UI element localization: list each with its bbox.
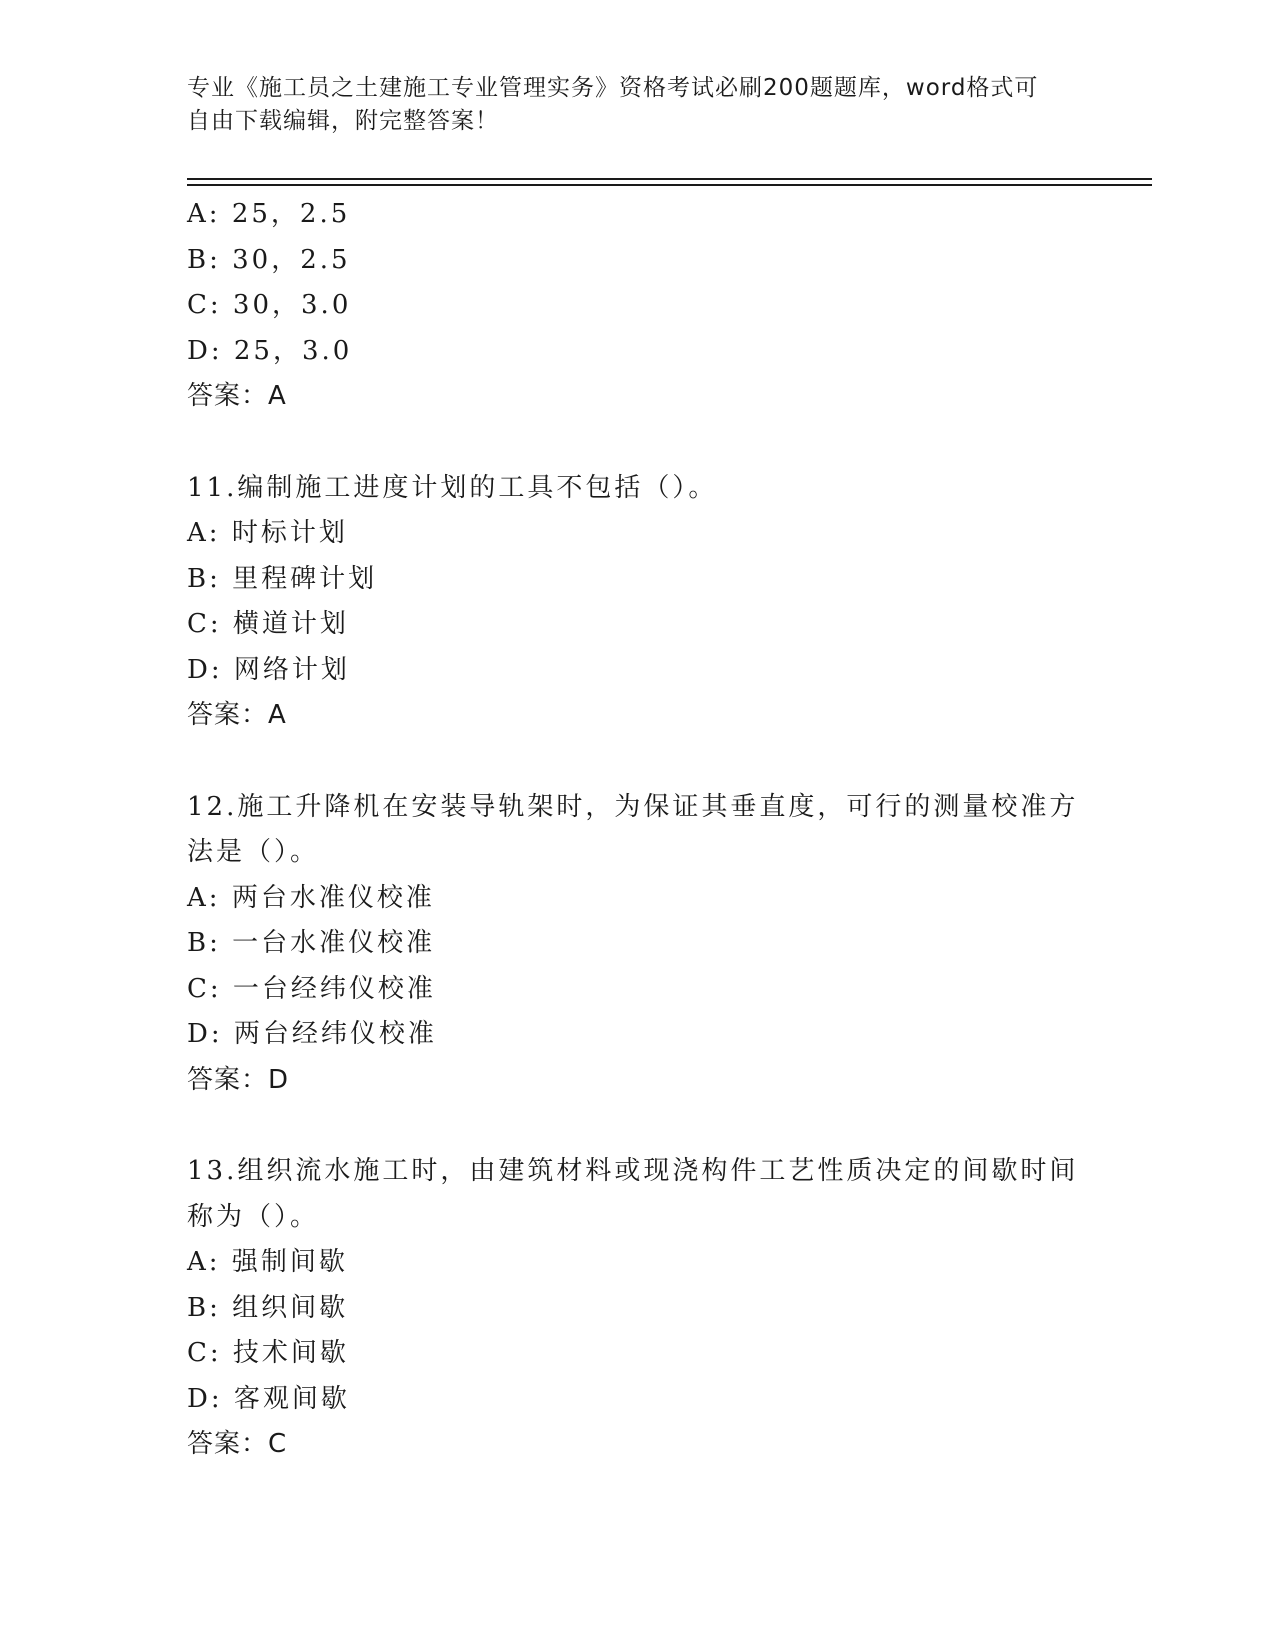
question-stem-line-2: 法是（）。 — [187, 837, 320, 867]
option-c: C: 一台经纬仪校准 — [187, 973, 436, 1004]
answer-line: 答案：A — [187, 381, 287, 411]
question-block-13 — [187, 1149, 1087, 1468]
header-title-line-2: 自由下载编辑，附完整答案！ — [187, 108, 499, 134]
option-d: D: 网络计划 — [187, 654, 350, 685]
question-stem: 11.编制施工进度计划的工具不包括（）。 — [187, 472, 718, 503]
header-rule-bottom — [187, 184, 1152, 186]
header-rule-top — [187, 178, 1152, 180]
option-b: B: 组织间歇 — [187, 1292, 349, 1323]
option-b: B: 30，2.5 — [187, 244, 351, 275]
question-stem-line-1: 12.施工升降机在安装导轨架时，为保证其垂直度，可行的测量校准方 — [187, 791, 1079, 822]
question-list — [187, 192, 1087, 1468]
option-d: D: 客观间歇 — [187, 1383, 350, 1414]
header-title-line-1: 专业《施工员之土建施工专业管理实务》资格考试必刷200题题库，word格式可 — [187, 75, 1039, 101]
option-a: A: 强制间歇 — [187, 1247, 348, 1277]
question-block-11 — [187, 466, 1087, 739]
answer-line: 答案：A — [187, 700, 287, 730]
question-stem-line-2: 称为（）。 — [187, 1201, 320, 1232]
option-d: D: 25，3.0 — [187, 335, 353, 366]
option-a: A: 时标计划 — [187, 518, 348, 548]
option-d: D: 两台经纬仪校准 — [187, 1019, 437, 1049]
option-c: C: 30，3.0 — [187, 290, 352, 320]
option-a: A: 25，2.5 — [187, 199, 351, 229]
option-a: A: 两台水准仪校准 — [187, 882, 435, 913]
option-b: B: 一台水准仪校准 — [187, 928, 436, 958]
document-header — [187, 72, 1067, 138]
answer-line: 答案：C — [187, 1429, 288, 1459]
option-c: C: 横道计划 — [187, 609, 349, 639]
answer-line: 答案：D — [187, 1064, 290, 1095]
question-block-12 — [187, 785, 1087, 1104]
question-block-prev — [187, 192, 1087, 420]
question-stem-line-1: 13.组织流水施工时，由建筑材料或现浇构件工艺性质决定的间歇时间 — [187, 1156, 1079, 1186]
option-b: B: 里程碑计划 — [187, 563, 378, 594]
option-c: C: 技术间歇 — [187, 1338, 349, 1368]
